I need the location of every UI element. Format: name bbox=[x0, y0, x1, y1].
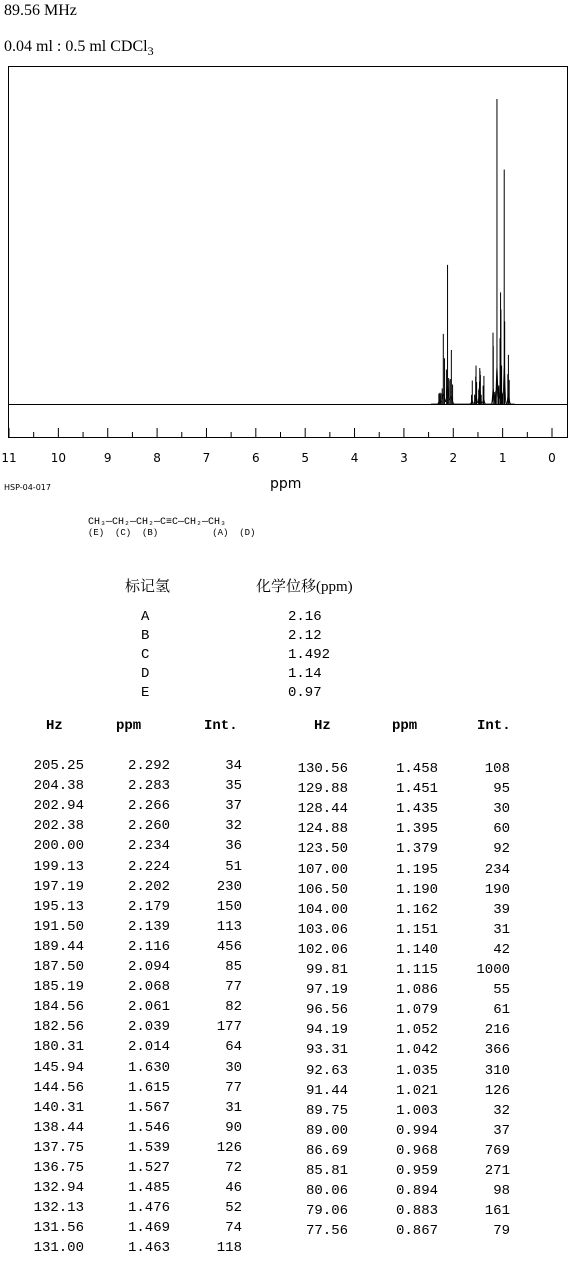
peak-ppm: 2.234 bbox=[127, 838, 170, 855]
formula-text: CH₃—CH₂—CH₂—C≡C—CH₂—CH₃ bbox=[88, 517, 227, 528]
peak-intensity: 216 bbox=[484, 1022, 510, 1039]
peak-hz: 85.81 bbox=[305, 1163, 348, 1179]
peak-hz: 128.44 bbox=[297, 801, 348, 818]
peak-hz: 107.00 bbox=[297, 861, 348, 878]
peak-intensity: 90 bbox=[225, 1119, 242, 1136]
x-tick-label: 10 bbox=[50, 451, 67, 465]
peak-hz: 132.94 bbox=[33, 1180, 84, 1197]
x-tick-label: 8 bbox=[153, 451, 161, 465]
peak-ppm: 2.292 bbox=[127, 758, 170, 774]
peak-hz: 131.00 bbox=[33, 1240, 84, 1257]
peak-ppm: 0.867 bbox=[395, 1223, 438, 1240]
x-tick-label: 11 bbox=[1, 451, 17, 465]
peak-hz: 191.50 bbox=[33, 918, 84, 935]
peak-ppm: 2.061 bbox=[127, 999, 170, 1016]
peak-intensity: 36 bbox=[225, 838, 242, 855]
peak-hz: 86.69 bbox=[305, 1142, 348, 1159]
peak-hz: 137.75 bbox=[33, 1139, 84, 1156]
peak-ppm: 1.190 bbox=[395, 881, 438, 898]
peak-intensity: 32 bbox=[225, 818, 242, 835]
peak-hz: 77.56 bbox=[305, 1223, 348, 1240]
peak-ppm: 0.968 bbox=[395, 1142, 438, 1159]
peak-hz: 138.44 bbox=[33, 1119, 84, 1136]
peak-hz: 200.00 bbox=[33, 838, 84, 855]
peak-ppm: 2.266 bbox=[127, 798, 170, 815]
peak-ppm: 0.894 bbox=[395, 1183, 438, 1200]
peak-ppm: 1.469 bbox=[127, 1220, 170, 1237]
spectrum-code: HSP-04-017 bbox=[4, 483, 51, 492]
peak-intensity: 108 bbox=[484, 761, 510, 777]
assignment-label: D bbox=[141, 666, 150, 682]
peak-hz: 204.38 bbox=[33, 778, 84, 795]
assignment-shift: 0.97 bbox=[288, 685, 322, 701]
peak-ppm: 1.630 bbox=[127, 1059, 170, 1076]
assignment-shift: 1.492 bbox=[288, 647, 331, 663]
shift-column-header: 化学位移(ppm) bbox=[256, 579, 353, 595]
hz-header: Hz bbox=[314, 718, 331, 734]
peak-ppm: 1.151 bbox=[395, 921, 438, 938]
peak-hz: 144.56 bbox=[33, 1079, 84, 1096]
peak-hz: 195.13 bbox=[33, 898, 84, 915]
peak-ppm: 1.021 bbox=[395, 1082, 438, 1099]
peak-ppm: 1.042 bbox=[395, 1042, 438, 1059]
assignment-shift: 2.16 bbox=[288, 609, 322, 625]
assignment-label: E bbox=[141, 685, 150, 701]
peak-intensity: 37 bbox=[225, 798, 242, 815]
peak-ppm: 2.116 bbox=[127, 938, 170, 955]
hz-header: Hz bbox=[46, 718, 63, 734]
peak-hz: 89.75 bbox=[305, 1102, 348, 1119]
x-tick-label: 3 bbox=[400, 451, 408, 465]
peak-ppm: 2.224 bbox=[127, 858, 170, 875]
peak-hz: 103.06 bbox=[297, 921, 348, 938]
int-header: Int. bbox=[204, 718, 238, 734]
peak-hz: 94.19 bbox=[305, 1022, 348, 1039]
peak-hz: 140.31 bbox=[33, 1099, 84, 1116]
assignment-label: C bbox=[141, 647, 150, 663]
peak-ppm: 2.068 bbox=[127, 979, 170, 996]
peak-ppm: 1.546 bbox=[127, 1119, 170, 1136]
peak-intensity: 72 bbox=[225, 1160, 242, 1176]
peak-ppm: 1.079 bbox=[395, 1002, 438, 1019]
peak-intensity: 77 bbox=[225, 1079, 242, 1096]
peak-hz: 202.38 bbox=[33, 818, 84, 835]
peak-hz: 79.06 bbox=[305, 1203, 348, 1220]
peak-ppm: 0.959 bbox=[395, 1163, 438, 1179]
peak-intensity: 271 bbox=[484, 1163, 510, 1179]
peak-ppm: 1.052 bbox=[395, 1022, 438, 1039]
spectrometer-frequency: 89.56 MHz bbox=[4, 2, 77, 19]
peak-hz: 106.50 bbox=[297, 881, 348, 898]
peak-hz: 197.19 bbox=[33, 878, 84, 895]
peak-ppm: 1.458 bbox=[395, 761, 438, 777]
peak-ppm: 1.476 bbox=[127, 1200, 170, 1217]
peak-ppm: 1.195 bbox=[395, 861, 438, 878]
peak-intensity: 113 bbox=[216, 918, 242, 935]
x-tick-label: 2 bbox=[449, 451, 458, 465]
peak-intensity: 39 bbox=[493, 901, 510, 918]
peak-intensity: 46 bbox=[225, 1180, 242, 1197]
peak-hz: 182.56 bbox=[33, 1019, 84, 1036]
peak-intensity: 190 bbox=[484, 881, 510, 898]
peak-intensity: 30 bbox=[493, 801, 510, 818]
peak-intensity: 32 bbox=[493, 1102, 510, 1119]
peak-ppm: 2.014 bbox=[127, 1039, 170, 1056]
peak-ppm: 1.615 bbox=[127, 1079, 170, 1096]
x-tick-label: 5 bbox=[301, 451, 310, 465]
peak-intensity: 74 bbox=[225, 1220, 242, 1237]
peak-intensity: 98 bbox=[493, 1183, 510, 1200]
peak-intensity: 64 bbox=[225, 1039, 242, 1056]
peak-intensity: 1000 bbox=[476, 962, 510, 978]
x-tick-label: 1 bbox=[498, 451, 507, 465]
peak-intensity: 79 bbox=[493, 1223, 510, 1240]
peak-ppm: 1.527 bbox=[127, 1160, 170, 1176]
peak-hz: 131.56 bbox=[33, 1220, 84, 1237]
peak-hz: 185.19 bbox=[33, 979, 84, 996]
x-tick-label: 0 bbox=[548, 451, 556, 465]
peak-intensity: 177 bbox=[216, 1019, 242, 1036]
peak-hz: 199.13 bbox=[33, 858, 84, 875]
peak-hz: 92.63 bbox=[305, 1062, 348, 1079]
peak-ppm: 2.039 bbox=[127, 1019, 170, 1036]
peak-hz: 180.31 bbox=[33, 1039, 84, 1056]
sample-text: 0.04 ml : 0.5 ml CDCl bbox=[4, 38, 148, 55]
peak-hz: 102.06 bbox=[297, 941, 348, 958]
peak-ppm: 1.035 bbox=[395, 1062, 438, 1079]
ppm-header: ppm bbox=[392, 718, 418, 734]
peak-hz: 99.81 bbox=[305, 962, 348, 978]
ppm-header: ppm bbox=[116, 718, 142, 734]
peak-ppm: 2.179 bbox=[127, 898, 170, 915]
peak-hz: 130.56 bbox=[297, 761, 348, 777]
peak-intensity: 37 bbox=[493, 1122, 510, 1139]
peak-intensity: 31 bbox=[225, 1099, 242, 1116]
peak-hz: 145.94 bbox=[33, 1059, 84, 1076]
int-header: Int. bbox=[477, 718, 511, 734]
peak-hz: 97.19 bbox=[305, 982, 348, 999]
peak-intensity: 456 bbox=[216, 938, 242, 955]
peak-hz: 205.25 bbox=[33, 758, 84, 774]
peak-ppm: 1.379 bbox=[395, 841, 438, 858]
assignment-label: B bbox=[141, 628, 150, 644]
peak-hz: 202.94 bbox=[33, 798, 84, 815]
x-tick-label: 7 bbox=[202, 451, 211, 465]
peak-intensity: 310 bbox=[484, 1062, 510, 1079]
peak-ppm: 1.086 bbox=[395, 982, 438, 999]
peak-ppm: 1.539 bbox=[127, 1139, 170, 1156]
peak-hz: 104.00 bbox=[297, 901, 348, 918]
peak-intensity: 35 bbox=[225, 778, 242, 795]
peak-intensity: 230 bbox=[216, 878, 242, 895]
peak-ppm: 1.485 bbox=[127, 1180, 170, 1197]
peak-hz: 80.06 bbox=[305, 1183, 348, 1200]
peak-ppm: 1.115 bbox=[395, 962, 438, 978]
peak-intensity: 85 bbox=[225, 959, 242, 975]
x-axis-label: ppm bbox=[270, 476, 302, 492]
peak-intensity: 234 bbox=[484, 861, 510, 878]
peak-ppm: 1.003 bbox=[395, 1102, 438, 1119]
peak-hz: 91.44 bbox=[305, 1082, 348, 1099]
sample-subscript: 3 bbox=[147, 44, 154, 59]
peak-ppm: 2.094 bbox=[127, 959, 170, 975]
peak-hz: 189.44 bbox=[33, 938, 84, 955]
peak-ppm: 2.260 bbox=[127, 818, 170, 835]
peak-hz: 187.50 bbox=[33, 959, 84, 975]
peak-ppm: 1.567 bbox=[127, 1099, 170, 1116]
peak-ppm: 2.283 bbox=[127, 778, 170, 795]
peak-intensity: 92 bbox=[493, 841, 510, 858]
peak-intensity: 95 bbox=[493, 781, 510, 798]
assignment-label: A bbox=[141, 609, 150, 625]
peak-ppm: 1.463 bbox=[127, 1240, 170, 1257]
peak-hz: 129.88 bbox=[297, 781, 348, 798]
peak-intensity: 126 bbox=[484, 1082, 510, 1099]
peak-intensity: 34 bbox=[225, 758, 242, 774]
peak-intensity: 161 bbox=[484, 1203, 510, 1220]
peak-hz: 89.00 bbox=[305, 1122, 348, 1139]
peak-hz: 132.13 bbox=[33, 1200, 84, 1217]
peak-ppm: 1.162 bbox=[395, 901, 438, 918]
peak-intensity: 82 bbox=[225, 999, 242, 1016]
peak-ppm: 2.139 bbox=[127, 918, 170, 935]
peak-ppm: 1.395 bbox=[395, 821, 438, 838]
peak-intensity: 366 bbox=[484, 1042, 510, 1059]
peak-intensity: 31 bbox=[493, 921, 510, 938]
peak-ppm: 2.202 bbox=[127, 878, 170, 895]
peak-intensity: 51 bbox=[225, 858, 242, 875]
label-column-header: 标记氢 bbox=[125, 579, 171, 595]
assignment-shift: 2.12 bbox=[288, 628, 322, 644]
x-tick-label: 6 bbox=[251, 451, 260, 465]
peak-intensity: 61 bbox=[493, 1002, 510, 1019]
peak-intensity: 30 bbox=[225, 1059, 242, 1076]
peak-intensity: 126 bbox=[216, 1139, 242, 1156]
peak-intensity: 150 bbox=[216, 898, 242, 915]
peak-ppm: 1.451 bbox=[395, 781, 438, 798]
peak-intensity: 52 bbox=[225, 1200, 242, 1217]
peak-intensity: 77 bbox=[225, 979, 242, 996]
peak-intensity: 769 bbox=[484, 1142, 510, 1159]
formula-labels: (E) (C) (B) (A) (D) bbox=[88, 528, 256, 538]
peak-ppm: 1.140 bbox=[395, 941, 438, 958]
peak-hz: 123.50 bbox=[297, 841, 348, 858]
peak-ppm: 0.994 bbox=[395, 1122, 438, 1139]
peak-ppm: 0.883 bbox=[395, 1203, 438, 1220]
peak-intensity: 118 bbox=[216, 1240, 242, 1257]
peak-hz: 96.56 bbox=[305, 1002, 348, 1019]
x-tick-label: 4 bbox=[350, 451, 359, 465]
peak-intensity: 55 bbox=[493, 982, 510, 999]
peak-ppm: 1.435 bbox=[395, 801, 438, 818]
assignment-shift: 1.14 bbox=[288, 666, 322, 682]
peak-hz: 184.56 bbox=[33, 999, 84, 1016]
peak-hz: 124.88 bbox=[297, 821, 348, 838]
x-tick-label: 9 bbox=[103, 451, 112, 465]
peak-intensity: 42 bbox=[493, 941, 510, 958]
peak-intensity: 60 bbox=[493, 821, 510, 838]
peak-hz: 93.31 bbox=[305, 1042, 348, 1059]
peak-hz: 136.75 bbox=[33, 1160, 84, 1176]
